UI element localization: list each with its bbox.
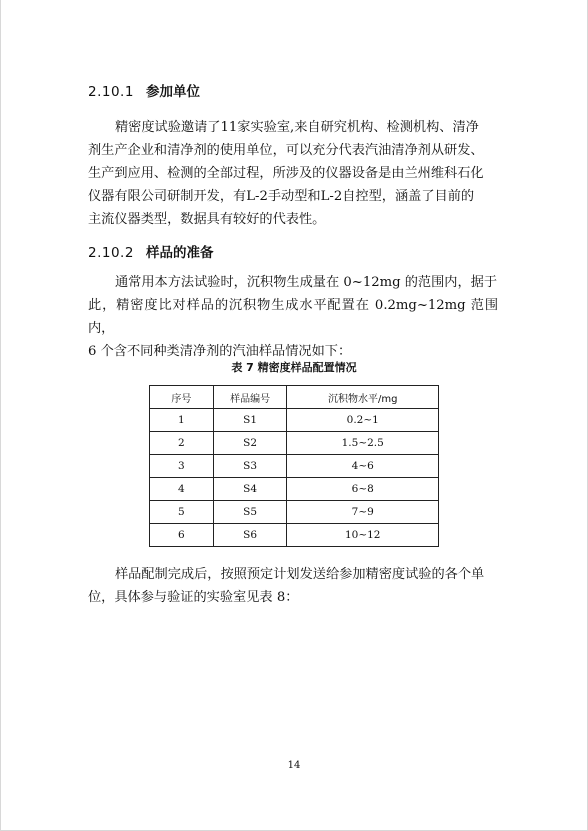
section-heading-2-10-2 (88, 241, 214, 261)
table-row (150, 409, 439, 432)
paragraph-line: 样品配制完成后，按照预定计划发送给参加精密度试验的各个单 (115, 567, 485, 582)
cell-sample-id: S3 (213, 455, 287, 478)
page-number: 14 (287, 760, 301, 771)
cell-sample-id: S2 (213, 432, 287, 455)
header-cell-index: 序号 (150, 386, 214, 409)
cell-index: 1 (150, 409, 214, 432)
paragraph-line: 此，精密度比对样品的沉积物生成水平配置在 0.2mg~12mg 范围内， (88, 298, 498, 336)
cell-deposit-level: 10~12 (287, 524, 439, 547)
paragraph-line: 主流仪器类型，数据具有较好的代表性。 (88, 212, 326, 227)
cell-deposit-level: 1.5~2.5 (287, 432, 439, 455)
section-number: 2.10.2 (88, 245, 134, 261)
closing-paragraph (88, 563, 498, 609)
cell-sample-id: S6 (213, 524, 287, 547)
cell-index: 4 (150, 478, 214, 501)
sample-config-table (149, 385, 439, 547)
cell-deposit-level: 4~6 (287, 455, 439, 478)
section-heading-2-10-1 (88, 80, 200, 100)
cell-index: 6 (150, 524, 214, 547)
table-row (150, 478, 439, 501)
cell-deposit-level: 6~8 (287, 478, 439, 501)
table-row (150, 501, 439, 524)
paragraph-line: 生产到应用、检测的全部过程，所涉及的仪器设备是由兰州维科石化 (88, 166, 484, 181)
paragraph-line: 位，具体参与验证的实验室见表 8： (88, 590, 299, 605)
header-cell-deposit-level: 沉积物水平/mg (287, 386, 439, 409)
section-number: 2.10.1 (88, 84, 134, 100)
page-edge-left (0, 0, 1, 831)
paragraph-line: 剂生产企业和清净剂的使用单位，可以充分代表汽油清净剂从研发、 (88, 143, 484, 158)
section-title: 样品的准备 (146, 245, 214, 261)
cell-sample-id: S5 (213, 501, 287, 524)
table-caption: 表 7 精密度样品配置情况 (231, 361, 357, 374)
cell-sample-id: S1 (213, 409, 287, 432)
paragraph-line: 仪器有限公司研制开发，有L-2手动型和L-2自控型，涵盖了目前的 (88, 189, 475, 204)
participants-paragraph (88, 116, 498, 231)
cell-index: 3 (150, 455, 214, 478)
cell-deposit-level: 0.2~1 (287, 409, 439, 432)
section-title: 参加单位 (146, 84, 200, 100)
sample-prep-paragraph (88, 271, 498, 363)
table-row (150, 432, 439, 455)
table-header-row (150, 386, 439, 409)
cell-sample-id: S4 (213, 478, 287, 501)
table-row (150, 455, 439, 478)
cell-deposit-level: 7~9 (287, 501, 439, 524)
paragraph-line: 通常用本方法试验时，沉积物生成量在 0~12mg 的范围内，据于 (115, 275, 498, 290)
cell-index: 5 (150, 501, 214, 524)
table-row (150, 524, 439, 547)
paragraph-line: 6 个含不同种类清净剂的汽油样品情况如下： (88, 344, 352, 359)
paragraph-line: 精密度试验邀请了11家实验室,来自研究机构、检测机构、清净 (115, 120, 479, 135)
header-cell-sample-id: 样品编号 (213, 386, 287, 409)
cell-index: 2 (150, 432, 214, 455)
